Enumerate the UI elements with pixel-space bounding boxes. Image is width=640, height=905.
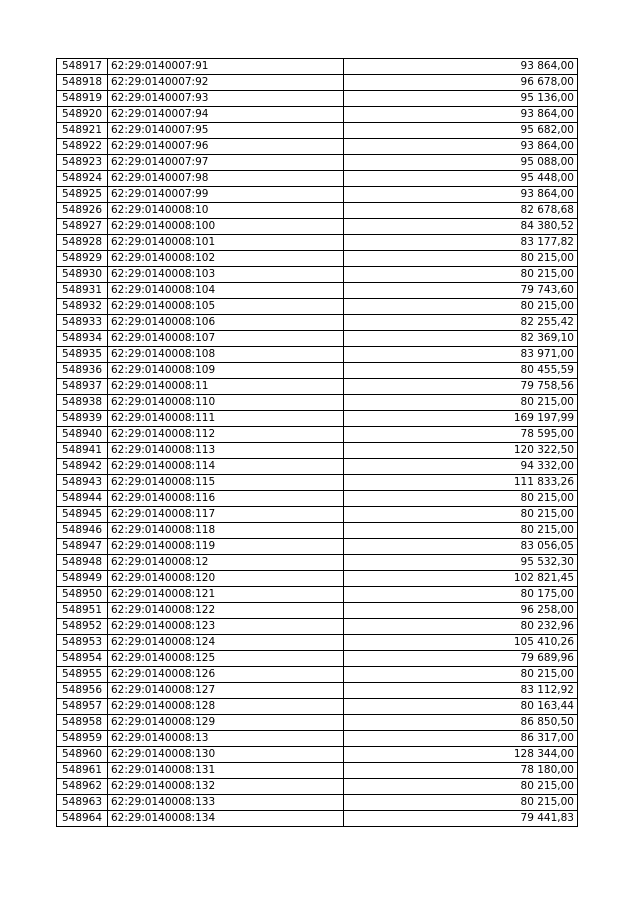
cadastral-value-cell: 83 177,82 xyxy=(344,235,578,251)
cadastral-number-cell: 62:29:0140008:111 xyxy=(108,411,344,427)
table-row xyxy=(57,555,578,571)
table-row xyxy=(57,155,578,171)
row-id-cell: 548941 xyxy=(57,443,108,459)
cadastral-number-cell: 62:29:0140007:97 xyxy=(108,155,344,171)
table-row xyxy=(57,523,578,539)
cadastral-value-cell: 86 317,00 xyxy=(344,731,578,747)
cadastral-value-cell: 80 215,00 xyxy=(344,251,578,267)
cadastral-value-cell: 82 369,10 xyxy=(344,331,578,347)
cadastral-value-cell: 79 758,56 xyxy=(344,379,578,395)
row-id-cell: 548959 xyxy=(57,731,108,747)
cadastral-value-cell: 80 215,00 xyxy=(344,395,578,411)
row-id-cell: 548923 xyxy=(57,155,108,171)
row-id-cell: 548937 xyxy=(57,379,108,395)
cadastral-value-cell: 80 215,00 xyxy=(344,667,578,683)
cadastral-number-cell: 62:29:0140008:123 xyxy=(108,619,344,635)
cadastral-value-cell: 94 332,00 xyxy=(344,459,578,475)
cadastral-number-cell: 62:29:0140008:131 xyxy=(108,763,344,779)
cadastral-number-cell: 62:29:0140008:130 xyxy=(108,747,344,763)
table-row xyxy=(57,731,578,747)
table-row xyxy=(57,699,578,715)
cadastral-number-cell: 62:29:0140007:94 xyxy=(108,107,344,123)
cadastral-value-cell: 95 682,00 xyxy=(344,123,578,139)
table-row xyxy=(57,603,578,619)
cadastral-value-cell: 95 448,00 xyxy=(344,171,578,187)
table-row xyxy=(57,235,578,251)
cadastral-number-cell: 62:29:0140008:132 xyxy=(108,779,344,795)
cadastral-number-cell: 62:29:0140008:104 xyxy=(108,283,344,299)
cadastral-number-cell: 62:29:0140008:118 xyxy=(108,523,344,539)
table-row xyxy=(57,779,578,795)
cadastral-value-cell: 80 215,00 xyxy=(344,507,578,523)
row-id-cell: 548955 xyxy=(57,667,108,683)
cadastral-number-cell: 62:29:0140008:125 xyxy=(108,651,344,667)
cadastral-value-cell: 83 971,00 xyxy=(344,347,578,363)
table-row xyxy=(57,747,578,763)
row-id-cell: 548933 xyxy=(57,315,108,331)
table-row xyxy=(57,715,578,731)
row-id-cell: 548954 xyxy=(57,651,108,667)
row-id-cell: 548949 xyxy=(57,571,108,587)
cadastral-number-cell: 62:29:0140008:105 xyxy=(108,299,344,315)
row-id-cell: 548918 xyxy=(57,75,108,91)
cadastral-number-cell: 62:29:0140008:114 xyxy=(108,459,344,475)
cadastral-value-cell: 93 864,00 xyxy=(344,139,578,155)
row-id-cell: 548929 xyxy=(57,251,108,267)
cadastral-value-cell: 95 136,00 xyxy=(344,91,578,107)
cadastral-value-cell: 82 255,42 xyxy=(344,315,578,331)
cadastral-number-cell: 62:29:0140007:91 xyxy=(108,59,344,75)
table-row xyxy=(57,299,578,315)
cadastral-number-cell: 62:29:0140008:127 xyxy=(108,683,344,699)
row-id-cell: 548921 xyxy=(57,123,108,139)
table-row xyxy=(57,171,578,187)
table-row xyxy=(57,139,578,155)
table-row xyxy=(57,491,578,507)
cadastral-value-cell: 83 112,92 xyxy=(344,683,578,699)
table-row xyxy=(57,619,578,635)
row-id-cell: 548964 xyxy=(57,811,108,827)
row-id-cell: 548951 xyxy=(57,603,108,619)
cadastral-number-cell: 62:29:0140008:102 xyxy=(108,251,344,267)
cadastral-number-cell: 62:29:0140008:126 xyxy=(108,667,344,683)
row-id-cell: 548952 xyxy=(57,619,108,635)
cadastral-value-cell: 93 864,00 xyxy=(344,59,578,75)
cadastral-number-cell: 62:29:0140008:133 xyxy=(108,795,344,811)
cadastral-value-cell: 84 380,52 xyxy=(344,219,578,235)
row-id-cell: 548963 xyxy=(57,795,108,811)
table-row xyxy=(57,123,578,139)
table-row xyxy=(57,411,578,427)
cadastral-number-cell: 62:29:0140007:95 xyxy=(108,123,344,139)
row-id-cell: 548936 xyxy=(57,363,108,379)
cadastral-number-cell: 62:29:0140008:13 xyxy=(108,731,344,747)
cadastral-value-cell: 80 175,00 xyxy=(344,587,578,603)
row-id-cell: 548946 xyxy=(57,523,108,539)
table-row xyxy=(57,635,578,651)
cadastral-value-cell: 102 821,45 xyxy=(344,571,578,587)
row-id-cell: 548948 xyxy=(57,555,108,571)
row-id-cell: 548958 xyxy=(57,715,108,731)
row-id-cell: 548931 xyxy=(57,283,108,299)
table-row xyxy=(57,811,578,827)
cadastral-number-cell: 62:29:0140008:120 xyxy=(108,571,344,587)
cadastral-number-cell: 62:29:0140008:109 xyxy=(108,363,344,379)
cadastral-number-cell: 62:29:0140008:11 xyxy=(108,379,344,395)
table-row xyxy=(57,539,578,555)
row-id-cell: 548917 xyxy=(57,59,108,75)
cadastral-value-cell: 95 088,00 xyxy=(344,155,578,171)
row-id-cell: 548928 xyxy=(57,235,108,251)
row-id-cell: 548950 xyxy=(57,587,108,603)
row-id-cell: 548919 xyxy=(57,91,108,107)
cadastral-number-cell: 62:29:0140008:117 xyxy=(108,507,344,523)
row-id-cell: 548940 xyxy=(57,427,108,443)
cadastral-value-cell: 80 232,96 xyxy=(344,619,578,635)
row-id-cell: 548932 xyxy=(57,299,108,315)
table-row xyxy=(57,187,578,203)
cadastral-number-cell: 62:29:0140008:115 xyxy=(108,475,344,491)
cadastral-value-cell: 80 215,00 xyxy=(344,491,578,507)
row-id-cell: 548920 xyxy=(57,107,108,123)
cadastral-value-cell: 120 322,50 xyxy=(344,443,578,459)
cadastral-number-cell: 62:29:0140007:92 xyxy=(108,75,344,91)
table-row xyxy=(57,347,578,363)
table-row xyxy=(57,395,578,411)
cadastral-value-cell: 96 258,00 xyxy=(344,603,578,619)
cadastral-number-cell: 62:29:0140008:100 xyxy=(108,219,344,235)
cadastral-value-cell: 78 180,00 xyxy=(344,763,578,779)
cadastral-number-cell: 62:29:0140007:98 xyxy=(108,171,344,187)
table-row xyxy=(57,459,578,475)
cadastral-value-cell: 105 410,26 xyxy=(344,635,578,651)
table-row xyxy=(57,283,578,299)
table-row xyxy=(57,667,578,683)
cadastral-value-cell: 80 215,00 xyxy=(344,795,578,811)
cadastral-number-cell: 62:29:0140008:124 xyxy=(108,635,344,651)
table-row xyxy=(57,427,578,443)
table-row xyxy=(57,315,578,331)
cadastral-number-cell: 62:29:0140008:121 xyxy=(108,587,344,603)
cadastral-number-cell: 62:29:0140008:12 xyxy=(108,555,344,571)
cadastral-number-cell: 62:29:0140008:107 xyxy=(108,331,344,347)
cadastral-number-cell: 62:29:0140008:110 xyxy=(108,395,344,411)
row-id-cell: 548927 xyxy=(57,219,108,235)
cadastral-value-cell: 86 850,50 xyxy=(344,715,578,731)
cadastral-number-cell: 62:29:0140008:108 xyxy=(108,347,344,363)
cadastral-value-table xyxy=(56,58,578,827)
table-row xyxy=(57,443,578,459)
table-row xyxy=(57,75,578,91)
cadastral-number-cell: 62:29:0140008:101 xyxy=(108,235,344,251)
cadastral-value-cell: 80 215,00 xyxy=(344,299,578,315)
table-row xyxy=(57,571,578,587)
table-row xyxy=(57,475,578,491)
row-id-cell: 548938 xyxy=(57,395,108,411)
row-id-cell: 548926 xyxy=(57,203,108,219)
cadastral-number-cell: 62:29:0140008:128 xyxy=(108,699,344,715)
cadastral-number-cell: 62:29:0140007:93 xyxy=(108,91,344,107)
row-id-cell: 548956 xyxy=(57,683,108,699)
table-row xyxy=(57,763,578,779)
cadastral-value-cell: 80 163,44 xyxy=(344,699,578,715)
cadastral-number-cell: 62:29:0140008:103 xyxy=(108,267,344,283)
table-row xyxy=(57,363,578,379)
table-row xyxy=(57,107,578,123)
cadastral-number-cell: 62:29:0140008:10 xyxy=(108,203,344,219)
cadastral-number-cell: 62:29:0140008:122 xyxy=(108,603,344,619)
row-id-cell: 548925 xyxy=(57,187,108,203)
row-id-cell: 548944 xyxy=(57,491,108,507)
row-id-cell: 548945 xyxy=(57,507,108,523)
cadastral-value-cell: 93 864,00 xyxy=(344,107,578,123)
table-row xyxy=(57,331,578,347)
cadastral-value-cell: 128 344,00 xyxy=(344,747,578,763)
table-row xyxy=(57,91,578,107)
row-id-cell: 548942 xyxy=(57,459,108,475)
cadastral-value-cell: 80 215,00 xyxy=(344,523,578,539)
cadastral-number-cell: 62:29:0140007:99 xyxy=(108,187,344,203)
cadastral-value-cell: 111 833,26 xyxy=(344,475,578,491)
table-row xyxy=(57,203,578,219)
cadastral-value-cell: 83 056,05 xyxy=(344,539,578,555)
cadastral-number-cell: 62:29:0140007:96 xyxy=(108,139,344,155)
cadastral-value-cell: 78 595,00 xyxy=(344,427,578,443)
cadastral-value-cell: 169 197,99 xyxy=(344,411,578,427)
cadastral-number-cell: 62:29:0140008:116 xyxy=(108,491,344,507)
table-row xyxy=(57,379,578,395)
cadastral-number-cell: 62:29:0140008:106 xyxy=(108,315,344,331)
cadastral-value-cell: 80 215,00 xyxy=(344,267,578,283)
cadastral-number-cell: 62:29:0140008:113 xyxy=(108,443,344,459)
cadastral-value-cell: 79 441,83 xyxy=(344,811,578,827)
row-id-cell: 548935 xyxy=(57,347,108,363)
table-row xyxy=(57,683,578,699)
table-body xyxy=(57,59,578,827)
cadastral-value-cell: 96 678,00 xyxy=(344,75,578,91)
cadastral-number-cell: 62:29:0140008:119 xyxy=(108,539,344,555)
cadastral-value-cell: 82 678,68 xyxy=(344,203,578,219)
cadastral-value-cell: 95 532,30 xyxy=(344,555,578,571)
cadastral-value-cell: 80 455,59 xyxy=(344,363,578,379)
row-id-cell: 548930 xyxy=(57,267,108,283)
cadastral-value-cell: 79 689,96 xyxy=(344,651,578,667)
cadastral-number-cell: 62:29:0140008:129 xyxy=(108,715,344,731)
cadastral-value-cell: 80 215,00 xyxy=(344,779,578,795)
cadastral-value-cell: 93 864,00 xyxy=(344,187,578,203)
row-id-cell: 548957 xyxy=(57,699,108,715)
cadastral-number-cell: 62:29:0140008:134 xyxy=(108,811,344,827)
table-row xyxy=(57,507,578,523)
table-row xyxy=(57,59,578,75)
cadastral-value-cell: 79 743,60 xyxy=(344,283,578,299)
table-row xyxy=(57,219,578,235)
table-row xyxy=(57,795,578,811)
row-id-cell: 548947 xyxy=(57,539,108,555)
row-id-cell: 548962 xyxy=(57,779,108,795)
cadastral-number-cell: 62:29:0140008:112 xyxy=(108,427,344,443)
table-row xyxy=(57,267,578,283)
row-id-cell: 548934 xyxy=(57,331,108,347)
row-id-cell: 548943 xyxy=(57,475,108,491)
row-id-cell: 548939 xyxy=(57,411,108,427)
row-id-cell: 548960 xyxy=(57,747,108,763)
row-id-cell: 548924 xyxy=(57,171,108,187)
row-id-cell: 548922 xyxy=(57,139,108,155)
row-id-cell: 548953 xyxy=(57,635,108,651)
table-row xyxy=(57,587,578,603)
table-row xyxy=(57,651,578,667)
row-id-cell: 548961 xyxy=(57,763,108,779)
table-row xyxy=(57,251,578,267)
